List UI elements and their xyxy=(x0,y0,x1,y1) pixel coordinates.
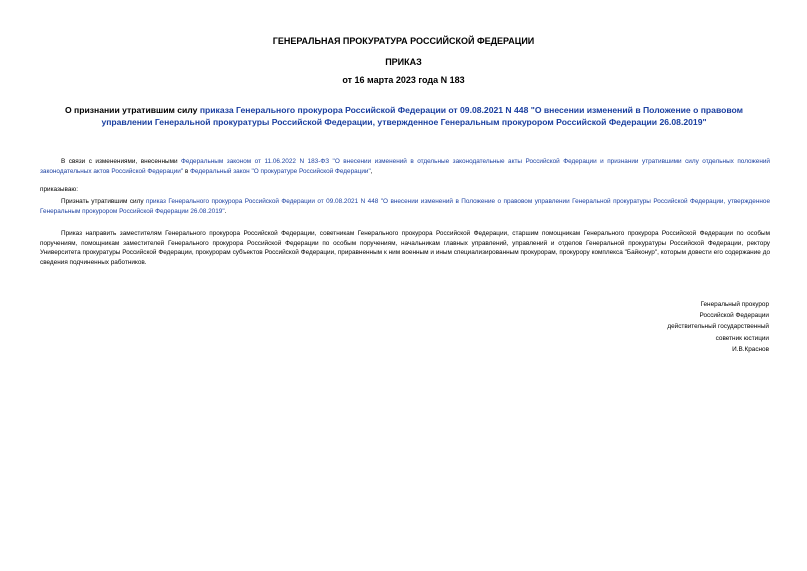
order-word: приказываю: xyxy=(40,186,78,193)
signature-rank-2: советник юстиции xyxy=(715,334,769,342)
order-448-link[interactable]: приказ Генерального прокурора Российской Федерации от 09.08.2021 N 448 "О внесении изменений в Положение о правовом управлении Генеральной прокуратуры Российской Федерации, утвержденное Генеральным прокурором Российской Федерации 26.08.2019" xyxy=(40,198,771,215)
item-1-suffix: . xyxy=(224,207,227,215)
prosecution-law-link[interactable]: Федеральный закон "О прокуратуре Российской Федерации" xyxy=(190,167,371,175)
organization-header: ГЕНЕРАЛЬНАЯ ПРОКУРАТУРА РОССИЙСКОЙ ФЕДЕРАЦИИ xyxy=(272,36,535,46)
preamble-text-2: в xyxy=(183,167,191,175)
preamble-text-1: В связи с изменениями, внесенными xyxy=(61,158,182,165)
signature-name: И.В.Краснов xyxy=(732,345,769,353)
signature-block xyxy=(667,299,769,355)
federal-law-link[interactable]: Федеральным законом от 11.06.2022 N 183-ФЗ "О внесении изменений в отдельные законодательные акты Российской Федерации и признании утратившими силу отдельных положений законодательных актов Российской Федерации" xyxy=(40,158,770,175)
preamble-text-3: , xyxy=(370,167,373,175)
title-prefix: О признании утратившим силу xyxy=(64,105,200,115)
item-1-paragraph xyxy=(40,197,770,216)
signature-country: Российской Федерации xyxy=(699,312,769,320)
preamble-paragraph xyxy=(40,157,770,176)
item-1-prefix: Признать утратившим силу xyxy=(61,198,146,205)
title-link[interactable]: приказа Генерального прокурора Российской Федерации от 09.08.2021 N 448 "О внесении изменений в Положение о правовом управлении Генеральной прокуратуры Российской Федерации, утвержденное Генеральным прокурором Российской Федерации 26.08.2019" xyxy=(101,105,744,127)
document-title xyxy=(48,104,760,128)
signature-rank-1: действительный государственный xyxy=(667,323,769,331)
document-type: ПРИКАЗ xyxy=(385,57,422,67)
signature-position: Генеральный прокурор xyxy=(700,301,769,308)
document-date-number: от 16 марта 2023 года N 183 xyxy=(342,75,465,85)
distribution-paragraph: Приказ направить заместителям Генерального прокурора Российской Федерации, советникам Генерального прокурора Российской Федерации, старшим помощникам Генерального прокурора Российской Федерации по особым поручениям, помощникам заместителей Генерального прокурора Российской Федерации по особым поручениям, начальникам главных управлений, управлений и отделов Генеральной прокуратуры Российской Федерации, ректору Университета прокуратуры Российской Федерации, прокурорам субъектов Российской Федерации, приравненным к ним военным и иным специализированным прокурорам, прокурору комплекса "Байконур", которым довести его содержание до сведения подчиненных работников. xyxy=(40,230,770,266)
